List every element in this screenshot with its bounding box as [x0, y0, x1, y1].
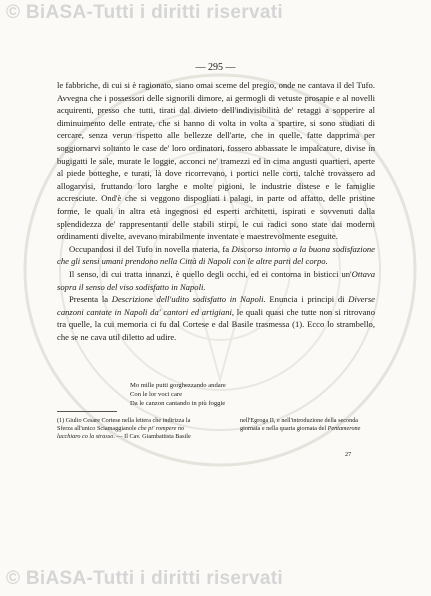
verse-line: Mo mille putti gorghezzando andare [130, 382, 226, 389]
verse-quote [130, 381, 350, 408]
verse-line: Con le lor voci care [130, 391, 182, 398]
signature-mark: 27 [345, 451, 352, 458]
verse-line: Da le canzon cantando in più foggie [130, 400, 226, 407]
watermark-top: © BiASA-Tutti i diritti riservati [6, 2, 283, 23]
work-title: Diverse canzoni cantate in Napoli da' cantori ed artigiani, [57, 294, 375, 317]
work-title: Ottava sopra il senso del viso sodisfatto in Napoli. [57, 268, 375, 292]
watermark-bottom: © BiASA-Tutti i diritti riservati [6, 568, 283, 589]
paragraph-3: Il senso, di cui tratta innanzi, è quello degli occhi, ed ei contorna in bisticci un'Ottava sopra il senso del viso sodisfatto in Napoli. [57, 268, 375, 292]
paragraph-4: Presenta la Descrizione dell'udito sodisfatto in Napoli. Enuncia i principi di Diverse canzoni cantate in Napoli da' cantori ed artigiani, le quali quasi che tutte non si ritrovano tra quelle, la cui memoria ci fu dal Cortese e dal Basile trasmessa (1). Ecco lo strambello, che se ne cava util diletto ad udire. [57, 294, 375, 342]
footnote-right: nell'Egroga II, e nell'introduzione della seconda giornata e nella quarta giornata del Pentamerone [240, 417, 361, 432]
paragraph-1: le fabbriche, di cui si è ragionato, siano omai sceme del pregio, onde ne cantava il del Tufo. Avvegna che i possessori delle signorili dimore, ai germogli di vetuste prosapie e al novelli acquirenti, presso che tutti, tirati dal divieto dell'indivisibilità de' retaggi a sopperire al diminuimento delle entrate, che si hanno di volta in volta a spartire, si sono studiati di cercare, senza verun rispetto alle bellezze dell'arte, che in quelle, fatte dapprima per soggiornarvi soltanto le case de' loro ordinatori, fossero abbassate le impalcature, divise in bugigatti le sale, murate le loggie, acconci ne' tramezzi ed in cima angusti quartieri, aperte al piede botteghe, e turati, là dove ricorrevano, i portici nelle corti, talchè trovassero ad allogarvisi, fruttando loro larghe e molte pigioni, le industrie distese e le famiglie accresciute. Ond'è che si veggono dispogliati i palagi, in parte od affatto, delle pristine forme, le quali in altra età ingegnosi ed esperti architetti, ispirati e sovvenuti dalla splendidezza de' rappresentanti delle stabili stirpi, le cui radici sono state dai moderni ordinamenti divelte, avevano mirabilmente inventate e maestrevolmente eseguite. [57, 80, 375, 242]
work-title: Discorso intorno a la buona sodisfazione che gli sensi umani prendono nella Città di Napoli con le altre parti del corpo. [57, 243, 375, 267]
page-number: — 295 — [195, 62, 236, 73]
footnote-divider [57, 411, 117, 412]
paragraph-2: Occupandosi il del Tufo in novella materia, fa Discorso intorno a la buona sodisfazione che gli sensi umani prendono nella Città di Napoli con le altre parti del corpo. [57, 243, 375, 267]
main-text [57, 79, 375, 343]
footnote-left: (1) Giulio Cesare Cortese nella lettera che indirizza la Sferza all'unico Sciamaggianole che pi' rompere no lacchiaro co la strasso. — Il Cav. Giambattista Basile [57, 417, 191, 440]
work-title: Descrizione dell'udito sodisfatto in Napoli. [111, 294, 266, 305]
